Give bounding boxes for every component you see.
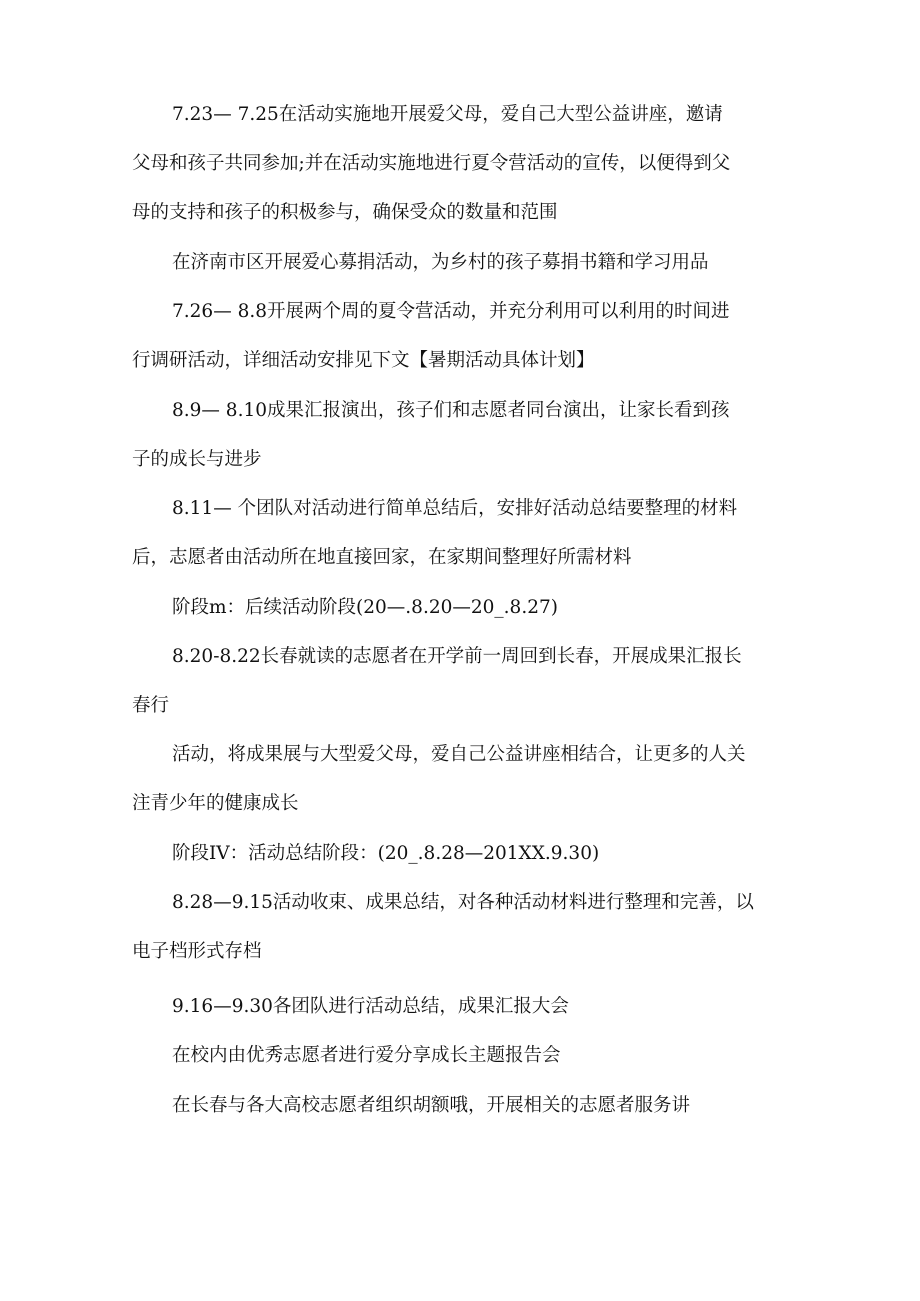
paragraph-1: [172, 238, 802, 287]
paragraph-9: [132, 878, 802, 976]
paragraph-12: [172, 1081, 802, 1130]
paragraph-5: [172, 583, 802, 632]
paragraph-line: 8.11— 个团队对活动进行简单总结后，安排好活动总结要整理的材料: [172, 498, 738, 519]
paragraph-6: [132, 632, 802, 730]
paragraph-line: 电子档形式存档: [132, 941, 262, 962]
paragraph-line: 阶段m：后续活动阶段(20—.8.20—20_.8.27): [172, 597, 558, 618]
paragraph-line: 父母和孩子共同参加;并在活动实施地进行夏令营活动的宣传，以便得到父: [132, 153, 731, 174]
paragraph-line: 活动，将成果展与大型爱父母，爱自己公益讲座相结合，让更多的人关: [172, 744, 746, 765]
paragraph-line: 行调研活动，详细活动安排见下文【暑期活动具体计划】: [132, 350, 595, 371]
paragraph-line: 8.20-8.22长春就读的志愿者在开学前一周回到长春，开展成果汇报长: [172, 646, 742, 667]
paragraph-line: 7.26— 8.8开展两个周的夏令营活动，并充分利用可以利用的时间进: [172, 301, 730, 322]
paragraph-line: 子的成长与进步: [132, 449, 262, 470]
paragraph-line: 7.23— 7.25在活动实施地开展爱父母，爱自己大型公益讲座，邀请: [172, 104, 723, 125]
paragraph-2: [132, 287, 802, 385]
paragraph-8: [172, 829, 802, 878]
paragraph-line: 春行: [132, 695, 170, 716]
paragraph-10: [172, 982, 802, 1031]
paragraph-line: 8.9— 8.10成果汇报演出，孩子们和志愿者同台演出，让家长看到孩: [172, 400, 730, 421]
paragraph-3: [132, 386, 802, 484]
paragraph-line: 后，志愿者由活动所在地直接回家，在家期间整理好所需材料: [132, 547, 632, 568]
paragraph-line: 8.28—9.15活动收束、成果总结，对各种活动材料进行整理和完善，以: [172, 892, 754, 913]
paragraph-line: 在校内由优秀志愿者进行爱分享成长主题报告会: [172, 1045, 561, 1066]
paragraph-0: [132, 90, 802, 237]
paragraph-7: [132, 730, 802, 828]
paragraph-4: [132, 484, 802, 582]
paragraph-line: 注青少年的健康成长: [132, 793, 299, 814]
paragraph-line: 在长春与各大高校志愿者组织胡额哦，开展相关的志愿者服务讲: [172, 1095, 691, 1116]
paragraph-line: 在济南市区开展爱心募捐活动，为乡村的孩子募捐书籍和学习用品: [172, 252, 709, 273]
paragraph-line: 母的支持和孩子的积极参与，确保受众的数量和范围: [132, 202, 558, 223]
paragraph-11: [172, 1031, 802, 1080]
paragraph-line: 9.16—9.30各团队进行活动总结，成果汇报大会: [172, 996, 569, 1017]
paragraph-line: 阶段IV：活动总结阶段：(20_.8.28—201XX.9.30): [172, 843, 600, 864]
